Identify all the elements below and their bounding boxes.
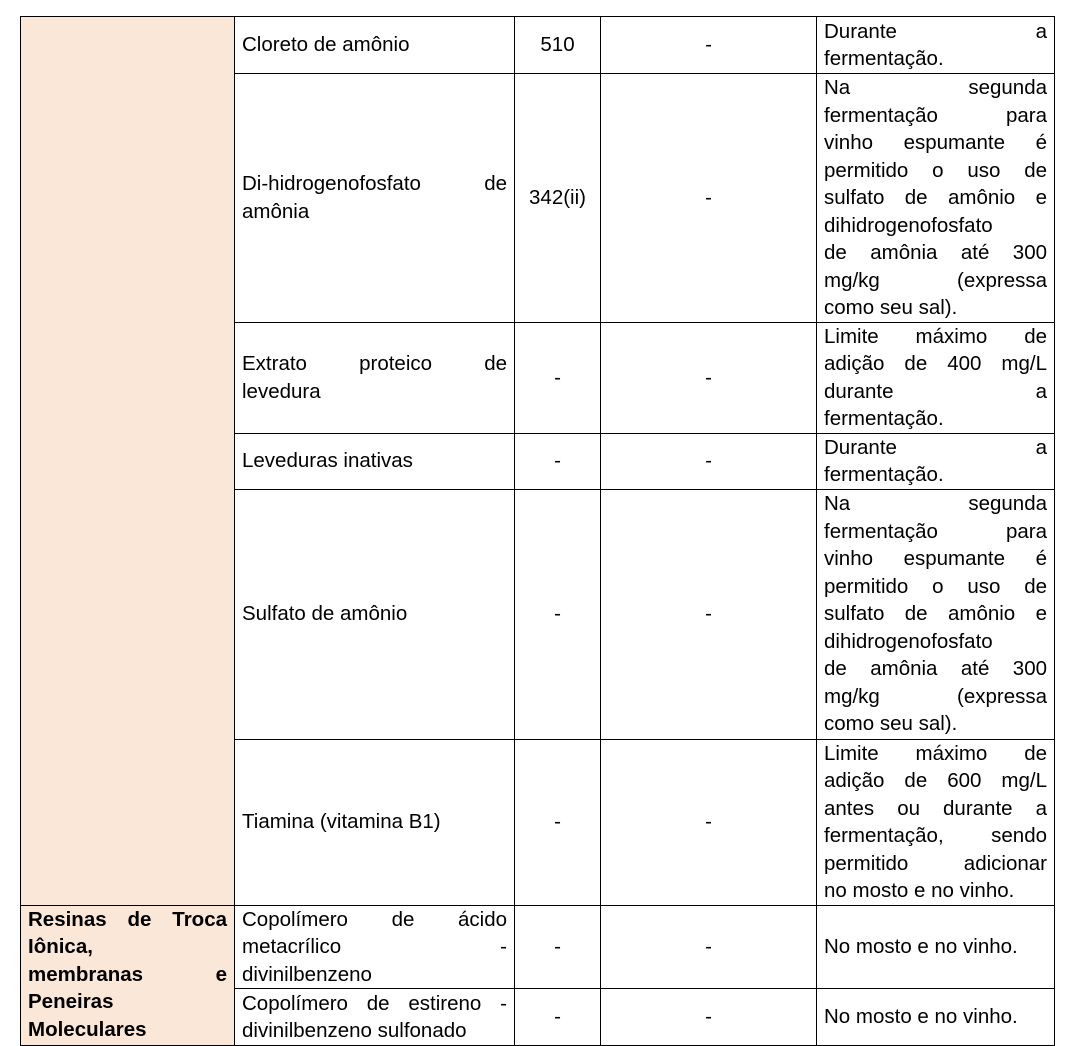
notes-cell <box>817 322 1055 433</box>
additive-name-line: divinilbenzeno <box>242 962 372 986</box>
ins-number-cell: 342(ii) <box>515 74 601 323</box>
max-limit-cell: - <box>601 74 817 323</box>
note-line: no mosto e no vinho. <box>824 879 1015 902</box>
note-line: fermentação. <box>824 463 944 486</box>
notes-cell <box>817 739 1055 905</box>
table-row <box>21 905 1055 989</box>
max-limit-cell: - <box>601 17 817 74</box>
ins-number-cell: - <box>515 433 601 489</box>
additive-name-line: Extrato proteico de <box>242 352 507 375</box>
note-line: mg/kg (expressa <box>824 684 1047 708</box>
max-limit-cell: - <box>601 739 817 905</box>
note-line: permitido o uso de <box>824 574 1047 598</box>
ins-number-cell: - <box>515 489 601 739</box>
max-limit-cell: - <box>601 433 817 489</box>
max-limit-cell: - <box>601 905 817 989</box>
ins-number-cell: 510 <box>515 17 601 74</box>
note-line: mg/kg (expressa <box>824 268 1047 292</box>
note-line: adição de 600 mg/L <box>824 769 1047 792</box>
additive-name-line: Copolímero de ácido <box>242 907 507 931</box>
note-line: fermentação para <box>824 519 1047 543</box>
note-line: sulfato de amônio e <box>824 602 1047 626</box>
additive-name-line: Sulfato de amônio <box>242 602 408 626</box>
note-line: como seu sal). <box>824 712 958 736</box>
additive-name-cell <box>235 17 515 74</box>
additive-name-cell <box>235 905 515 989</box>
ins-number-cell: - <box>515 739 601 905</box>
additive-name-cell <box>235 739 515 905</box>
additive-name-line: levedura <box>242 379 321 403</box>
additive-name-line: Leveduras inativas <box>242 449 413 473</box>
ins-number-cell: - <box>515 989 601 1046</box>
notes-cell <box>817 433 1055 489</box>
note-line: vinho espumante é <box>824 131 1047 154</box>
additive-name-line: metacrílico - <box>242 935 507 958</box>
note-line: permitido o uso de <box>824 158 1047 182</box>
table-row <box>21 17 1055 74</box>
additive-name-line: divinilbenzeno sulfonado <box>242 1019 467 1042</box>
additive-name-line: amônia <box>242 199 310 223</box>
note-line: vinho espumante é <box>824 547 1047 571</box>
additive-name-line: Copolímero de estireno - <box>242 991 507 1015</box>
note-line: No mosto e no vinho. <box>824 935 1018 958</box>
notes-cell <box>817 17 1055 74</box>
note-line: sulfato de amônio e <box>824 186 1047 209</box>
note-line: Limite máximo de <box>824 324 1047 348</box>
additive-name-cell <box>235 322 515 433</box>
note-line: dihidrogenofosfato <box>824 213 993 237</box>
additive-name-cell <box>235 433 515 489</box>
note-line: fermentação. <box>824 407 944 430</box>
category-cell <box>21 17 235 906</box>
notes-cell <box>817 905 1055 989</box>
note-line: Durante a <box>824 19 1047 43</box>
category-line: Iônica, <box>28 935 93 958</box>
note-line: como seu sal). <box>824 296 958 319</box>
additive-name-cell <box>235 489 515 739</box>
note-line: de amônia até 300 <box>824 241 1047 264</box>
additive-name-line: Cloreto de amônio <box>242 33 410 57</box>
note-line: fermentação. <box>824 47 944 70</box>
note-line: Limite máximo de <box>824 741 1047 765</box>
note-line: adição de 400 mg/L <box>824 352 1047 375</box>
additive-name-line: Tiamina (vitamina B1) <box>242 810 441 834</box>
max-limit-cell: - <box>601 989 817 1046</box>
note-line: de amônia até 300 <box>824 657 1047 681</box>
ins-number-cell: - <box>515 905 601 989</box>
additive-name-line: Di-hidrogenofosfato de <box>242 172 507 196</box>
note-line: Na segunda <box>824 492 1047 516</box>
ins-number-cell: - <box>515 322 601 433</box>
note-line: Durante a <box>824 435 1047 459</box>
additive-name-cell <box>235 989 515 1046</box>
category-line: Moleculares <box>28 1017 147 1041</box>
note-line: dihidrogenofosfato <box>824 629 993 653</box>
note-line: antes ou durante a <box>824 796 1047 820</box>
note-line: fermentação para <box>824 103 1047 127</box>
note-line: durante a <box>824 379 1047 403</box>
note-line: permitido adicionar <box>824 851 1047 875</box>
note-line: Na segunda <box>824 76 1047 99</box>
table-body <box>21 17 1055 1046</box>
notes-cell <box>817 74 1055 323</box>
max-limit-cell: - <box>601 489 817 739</box>
additive-name-cell <box>235 74 515 323</box>
category-line: Peneiras <box>28 990 114 1013</box>
note-line: fermentação, sendo <box>824 824 1047 847</box>
max-limit-cell: - <box>601 322 817 433</box>
category-line: Resinas de Troca <box>28 907 227 931</box>
notes-cell <box>817 489 1055 739</box>
note-line: No mosto e no vinho. <box>824 1005 1018 1029</box>
additives-table <box>20 16 1055 1046</box>
notes-cell <box>817 989 1055 1046</box>
category-cell <box>21 905 235 1046</box>
category-line: membranas e <box>28 962 227 986</box>
